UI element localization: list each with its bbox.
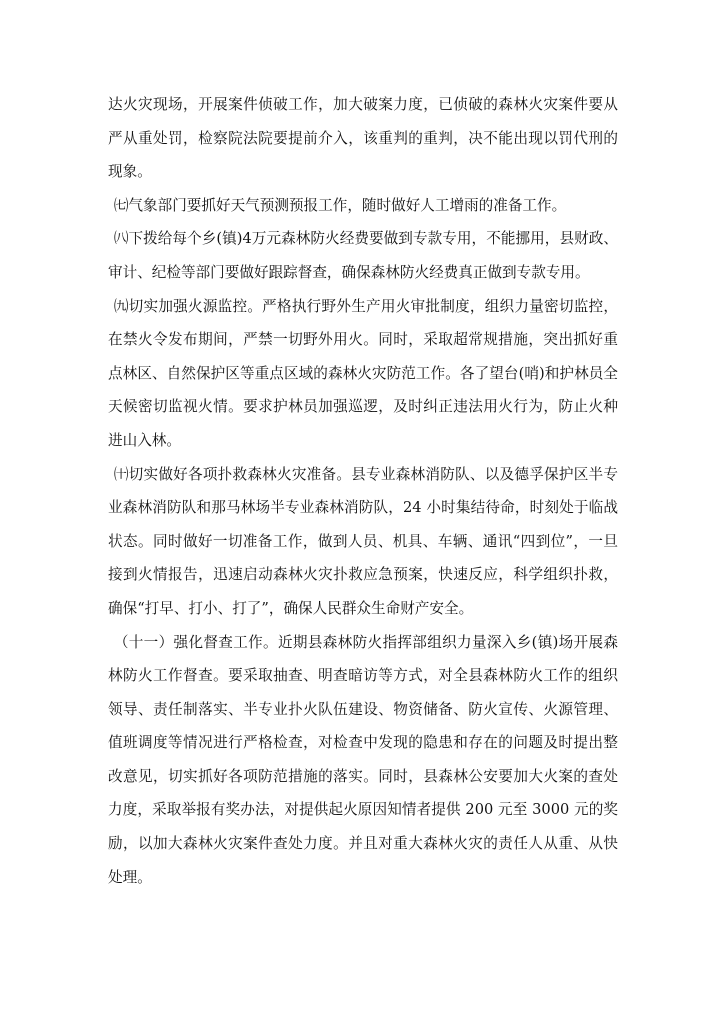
document-body	[108, 88, 618, 894]
paragraph-item-11-supervision: （十一）强化督查工作。近期县森林防火指挥部组织力量深入乡(镇)场开展森林防火工作督查。要采取抽查、明查暗访等方式，对全县森林防火工作的组织领导、责任制落实、半专业扑火队伍建设、物资储备、防火宣传、火源管理、值班调度等情况进行严格检查，对检查中发现的隐患和存在的问题及时提出整改意见，切实抓好各项防范措施的落实。同时，县森林公安要加大火案的查处力度，采取举报有奖办法，对提供起火原因知情者提供 200 元至 3000 元的奖励，以加大森林火灾案件查处力度。并且对重大森林火灾的责任人从重、从快处理。	[108, 633, 618, 886]
paragraph-continuation: 达火灾现场，开展案件侦破工作，加大破案力度，已侦破的森林火灾案件要从严从重处罚，检察院法院要提前介入，该重判的重判，决不能出现以罚代刑的现象。	[108, 96, 618, 181]
paragraph-item-7-weather: ㈦气象部门要抓好天气预测预报工作，随时做好人工增雨的准备工作。	[113, 196, 567, 214]
paragraph-item-9-fire-source: ㈨切实加强火源监控。严格执行野外生产用火审批制度，组织力量密切监控，在禁火令发布期间，严禁一切野外用火。同时，采取超常规措施，突出抓好重点林区、自然保护区等重点区域的森林火灾防范工作。各了望台(哨)和护林员全天候密切监视火情。要求护林员加强巡逻，及时纠正违法用火行为，防止火种进山入林。	[108, 297, 618, 449]
paragraph-item-10-readiness: ㈩切实做好各项扑救森林火灾准备。县专业森林消防队、以及德孚保护区半专业森林消防队和那马林场半专业森林消防队，24 小时集结待命，时刻处于临战状态。同时做好一切准备工作，做到人员、机具、车辆、通讯“四到位”，一旦接到火情报告，迅速启动森林火灾扑救应急预案，快速反应，科学组织扑救，确保“打早、打小、打了”，确保人民群众生命财产安全。	[108, 465, 618, 617]
paragraph-item-8-funding: ㈧下拨给每个乡(镇)4万元森林防火经费要做到专款专用，不能挪用，县财政、审计、纪检等部门要做好跟踪督查，确保森林防火经费真正做到专款专用。	[108, 230, 618, 281]
